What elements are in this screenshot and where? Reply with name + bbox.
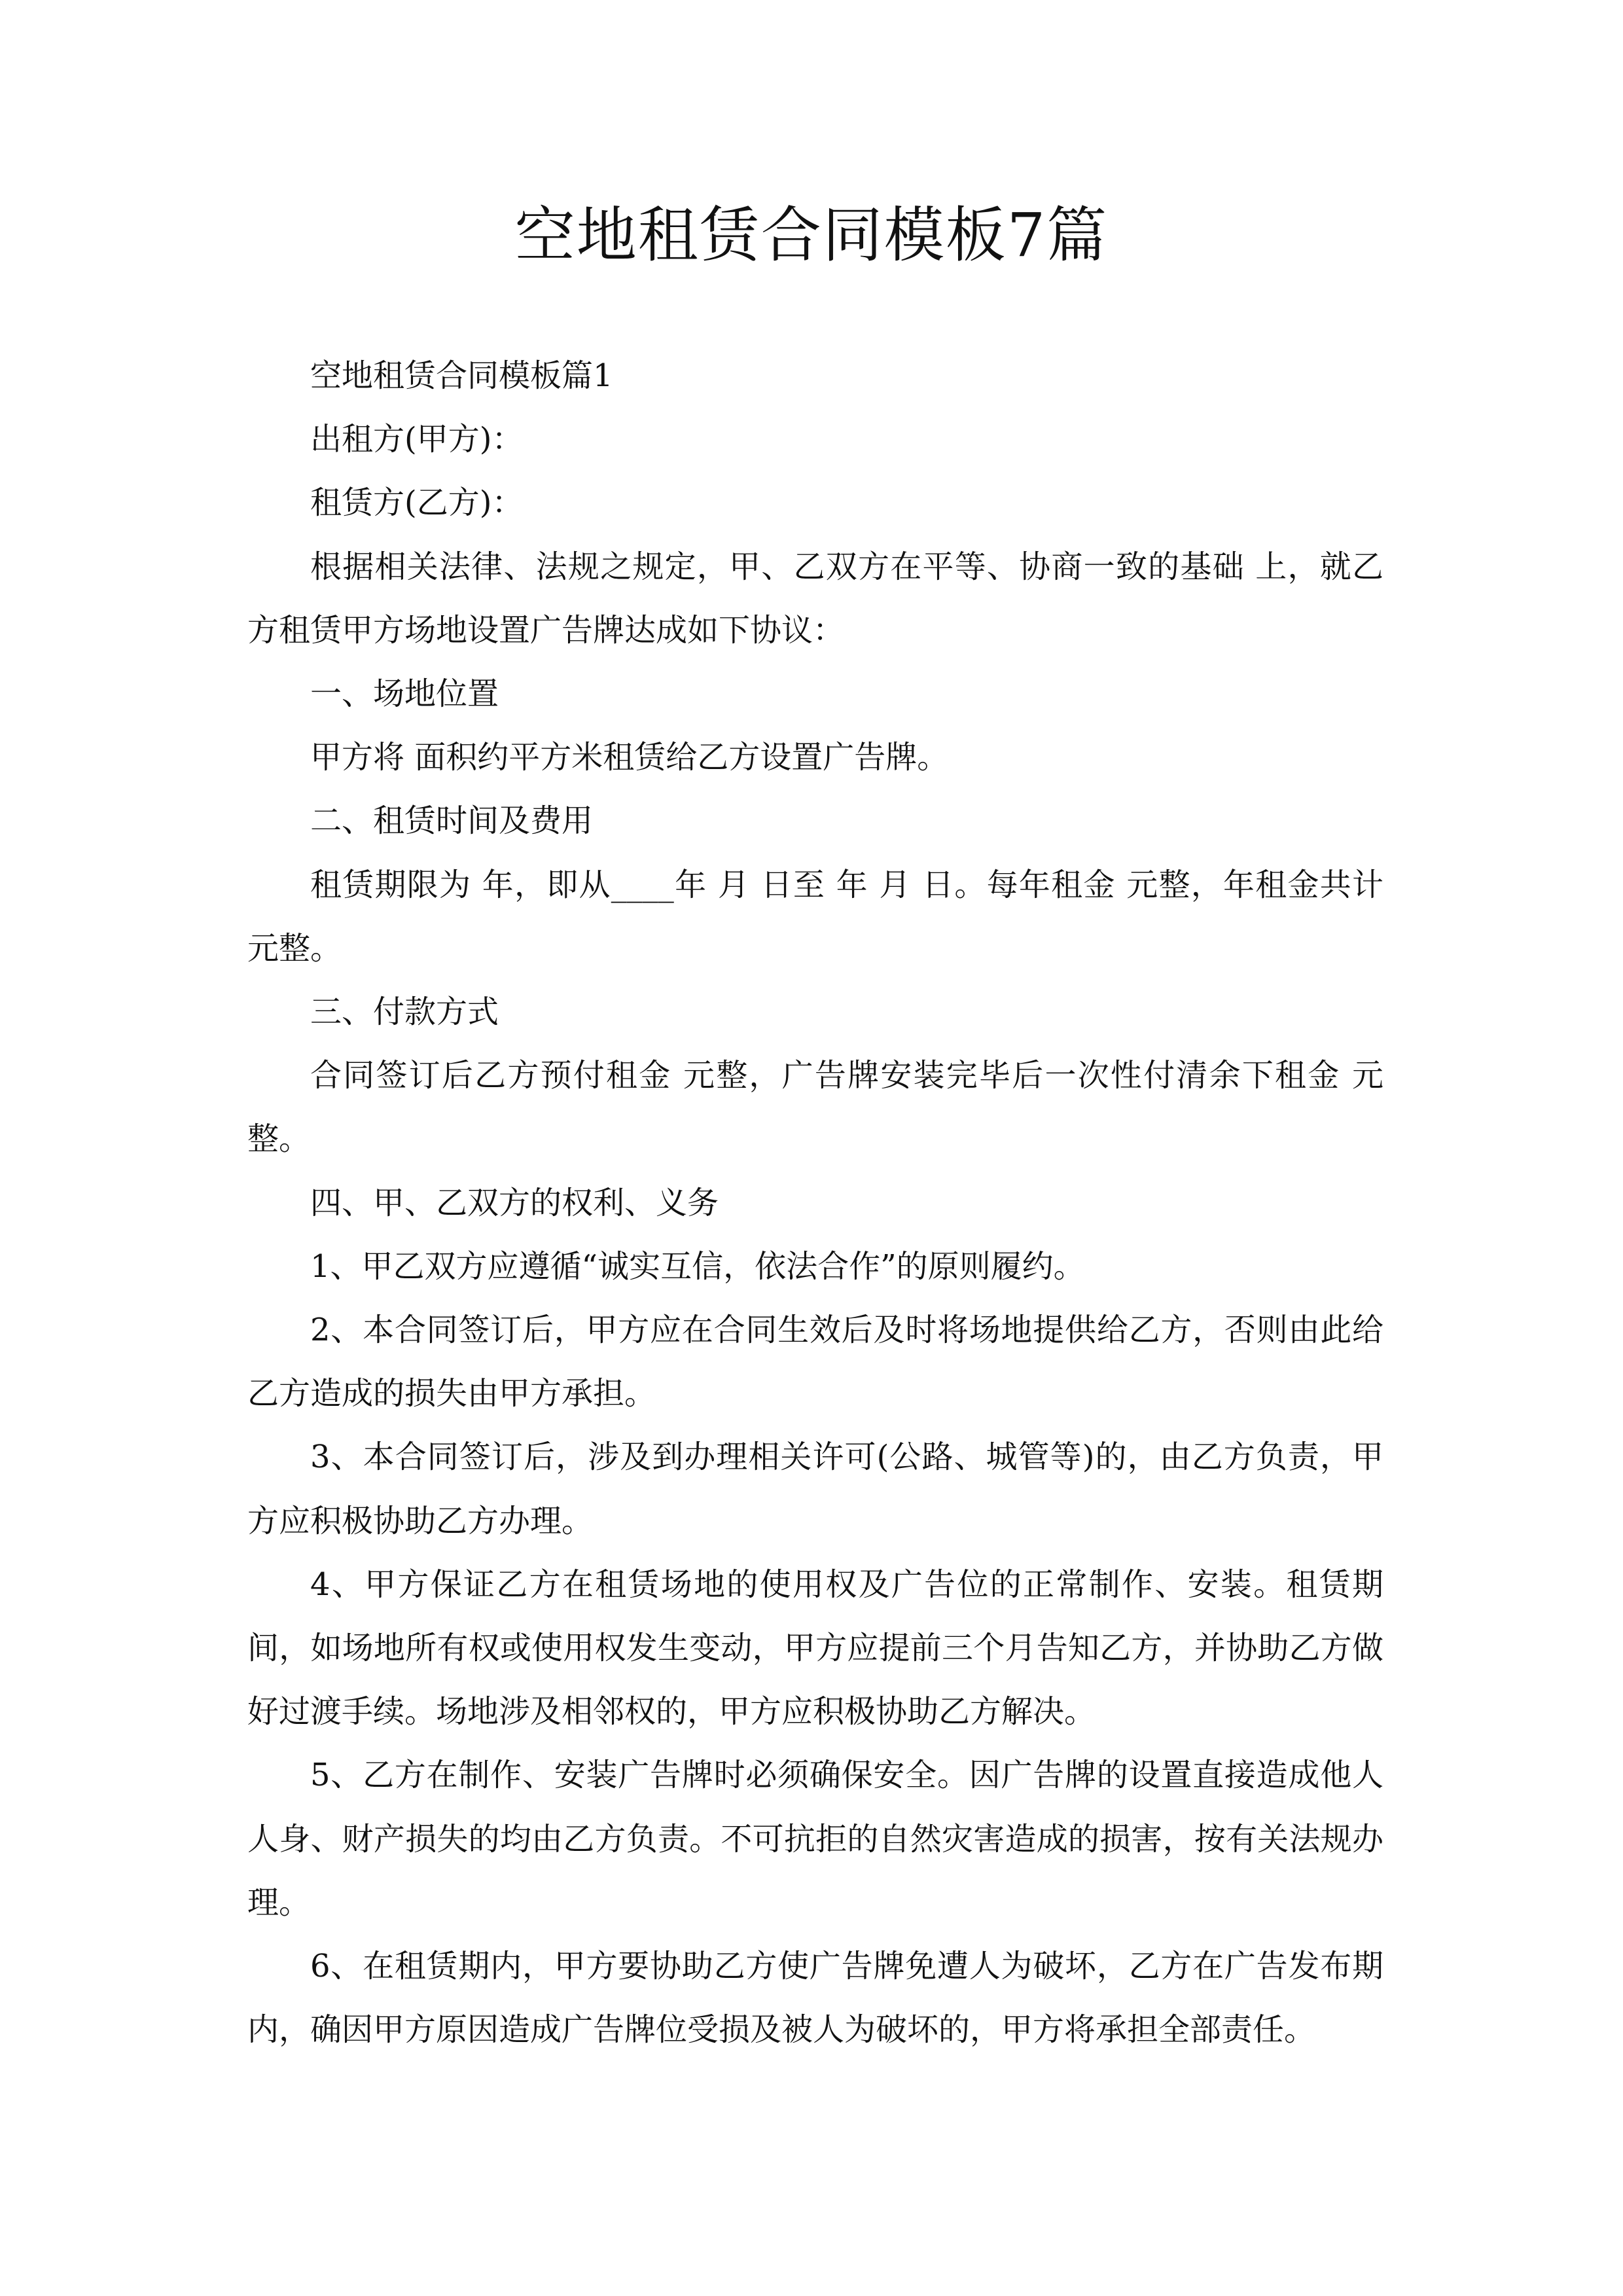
heading-rights-obligations: 四、甲、乙双方的权利、义务 xyxy=(310,1184,719,1221)
heading-site-location: 一、场地位置 xyxy=(310,675,499,713)
document-body xyxy=(247,344,1383,2062)
clause-1: 1、甲乙双方应遵循“诚实互信，依法合作”的原则履约。 xyxy=(310,1247,1085,1285)
heading-lease-term-fees: 二、租赁时间及费用 xyxy=(310,802,594,840)
paragraph-section-heading: 空地租赁合同模板篇1 xyxy=(310,357,613,394)
clause-5: 5、乙方在制作、安装广告牌时必须确保安全。因广告牌的设置直接造成他人人身、财产损失的均由乙方负责。不可抗拒的自然灾害造成的损害，按有关法规办理。 xyxy=(247,1757,1383,1921)
paragraph-payment-method: 合同签订后乙方预付租金 元整，广告牌安装完毕后一次性付清余下租金 元整。 xyxy=(247,1057,1383,1158)
clause-6: 6、在租赁期内，甲方要协助乙方使广告牌免遭人为破坏，乙方在广告发布期内，确因甲方原因造成广告牌位受损及被人为破坏的，甲方将承担全部责任。 xyxy=(247,1948,1383,2049)
clause-2: 2、本合同签订后，甲方应在合同生效后及时将场地提供给乙方，否则由此给乙方造成的损失由甲方承担。 xyxy=(247,1312,1383,1412)
paragraph-preamble: 根据相关法律、法规之规定，甲、乙双方在平等、协商一致的基础 上，就乙方租赁甲方场地设置广告牌达成如下协议： xyxy=(247,548,1383,649)
document-title: 空地租赁合同模板7篇 xyxy=(514,200,1109,270)
paragraph-lease-term-fees: 租赁期限为 年，即从____年 月 日至 年 月 日。每年租金 元整，年租金共计 元整。 xyxy=(247,866,1383,967)
paragraph-site-location: 甲方将 面积约平方米租赁给乙方设置广告牌。 xyxy=(310,739,949,776)
heading-payment-method: 三、付款方式 xyxy=(310,994,499,1031)
paragraph-lessor: 出租方(甲方)： xyxy=(310,421,524,458)
clause-3: 3、本合同签订后，涉及到办理相关许可(公路、城管等)的，由乙方负责，甲方应积极协助乙方办理。 xyxy=(247,1439,1383,1539)
paragraph-lessee: 租赁方(乙方)： xyxy=(310,484,524,522)
clause-4: 4、甲方保证乙方在租赁场地的使用权及广告位的正常制作、安装。租赁期间，如场地所有权或使用权发生变动，甲方应提前三个月告知乙方，并协助乙方做好过渡手续。场地涉及相邻权的，甲方应积极协助乙方解决。 xyxy=(247,1566,1383,1731)
